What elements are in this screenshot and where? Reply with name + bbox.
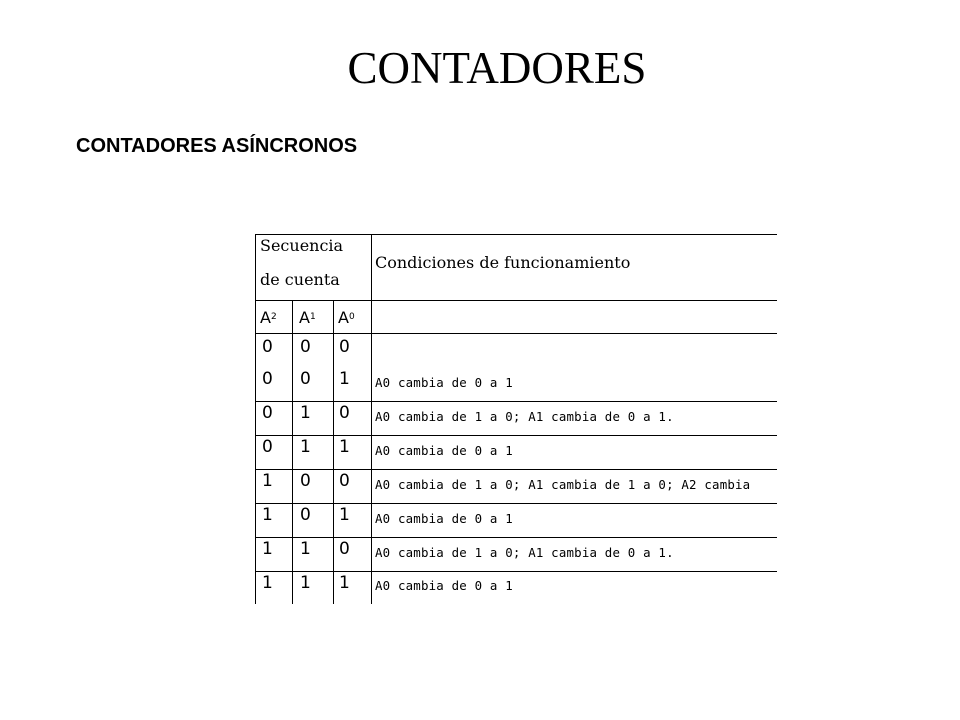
row-7-a1: 1 [300, 573, 311, 593]
row-5-a0: 1 [339, 505, 350, 525]
row-3-condition: A0 cambia de 0 a 1 [375, 442, 513, 458]
row-5-a1: 0 [300, 505, 311, 525]
row-6-condition: A0 cambia de 1 a 0; A1 cambia de 0 a 1. [375, 544, 674, 560]
row-4-a0: 0 [339, 471, 350, 491]
column-head-a1-base: A [299, 307, 310, 327]
row-4-a1: 0 [300, 471, 311, 491]
row-5-a2: 1 [262, 505, 273, 525]
column-head-a0 [338, 302, 355, 332]
row-2-a2: 0 [262, 403, 273, 423]
row-4-condition: A0 cambia de 1 a 0; A1 cambia de 1 a 0; A2 cambia [375, 476, 751, 492]
column-head-a1-sub: 1 [309, 312, 316, 322]
page-title: CONTADORES [347, 43, 647, 93]
column-head-a2-sub: 2 [270, 312, 277, 322]
row-7-a2: 1 [262, 573, 273, 593]
header-sequence-line2: de cuenta [260, 269, 340, 289]
table-header-line [255, 300, 777, 301]
row-3-a0: 1 [339, 437, 350, 457]
section-subtitle: CONTADORES ASÍNCRONOS [76, 135, 358, 157]
column-head-a2 [260, 302, 277, 332]
row-7-condition: A0 cambia de 0 a 1 [375, 577, 513, 593]
header-conditions: Condiciones de funcionamiento [375, 252, 631, 272]
row-6-a0: 0 [339, 539, 350, 559]
table-row-line [255, 401, 777, 402]
row-7-a0: 1 [339, 573, 350, 593]
row-0-a0: 0 [339, 337, 350, 357]
row-1-condition: A0 cambia de 0 a 1 [375, 374, 513, 390]
row-3-a2: 0 [262, 437, 273, 457]
table-border-left [255, 234, 256, 604]
row-6-a2: 1 [262, 539, 273, 559]
row-6-a1: 1 [300, 539, 311, 559]
row-1-a2: 0 [262, 369, 273, 389]
table-divider-a1-a0 [333, 300, 334, 604]
row-0-a1: 0 [300, 337, 311, 357]
row-0-a2: 0 [262, 337, 273, 357]
row-2-condition: A0 cambia de 1 a 0; A1 cambia de 0 a 1. [375, 408, 674, 424]
table-row-line [255, 537, 777, 538]
column-head-a0-base: A [338, 307, 349, 327]
table-divider-sequence-conditions [371, 234, 372, 604]
table-colhead-line [255, 333, 777, 334]
row-2-a1: 1 [300, 403, 311, 423]
column-head-a2-base: A [260, 307, 271, 327]
table-row-line [255, 503, 777, 504]
row-2-a0: 0 [339, 403, 350, 423]
table-row-line [255, 571, 777, 572]
column-head-a0-sub: 0 [348, 312, 355, 322]
row-1-a1: 0 [300, 369, 311, 389]
row-5-condition: A0 cambia de 0 a 1 [375, 510, 513, 526]
count-sequence-table [255, 234, 777, 604]
row-3-a1: 1 [300, 437, 311, 457]
row-1-a0: 1 [339, 369, 350, 389]
header-sequence-line1: Secuencia [260, 235, 344, 255]
table-row-line [255, 469, 777, 470]
table-divider-a2-a1 [292, 300, 293, 604]
row-4-a2: 1 [262, 471, 273, 491]
table-row-line [255, 435, 777, 436]
column-head-a1 [299, 302, 316, 332]
